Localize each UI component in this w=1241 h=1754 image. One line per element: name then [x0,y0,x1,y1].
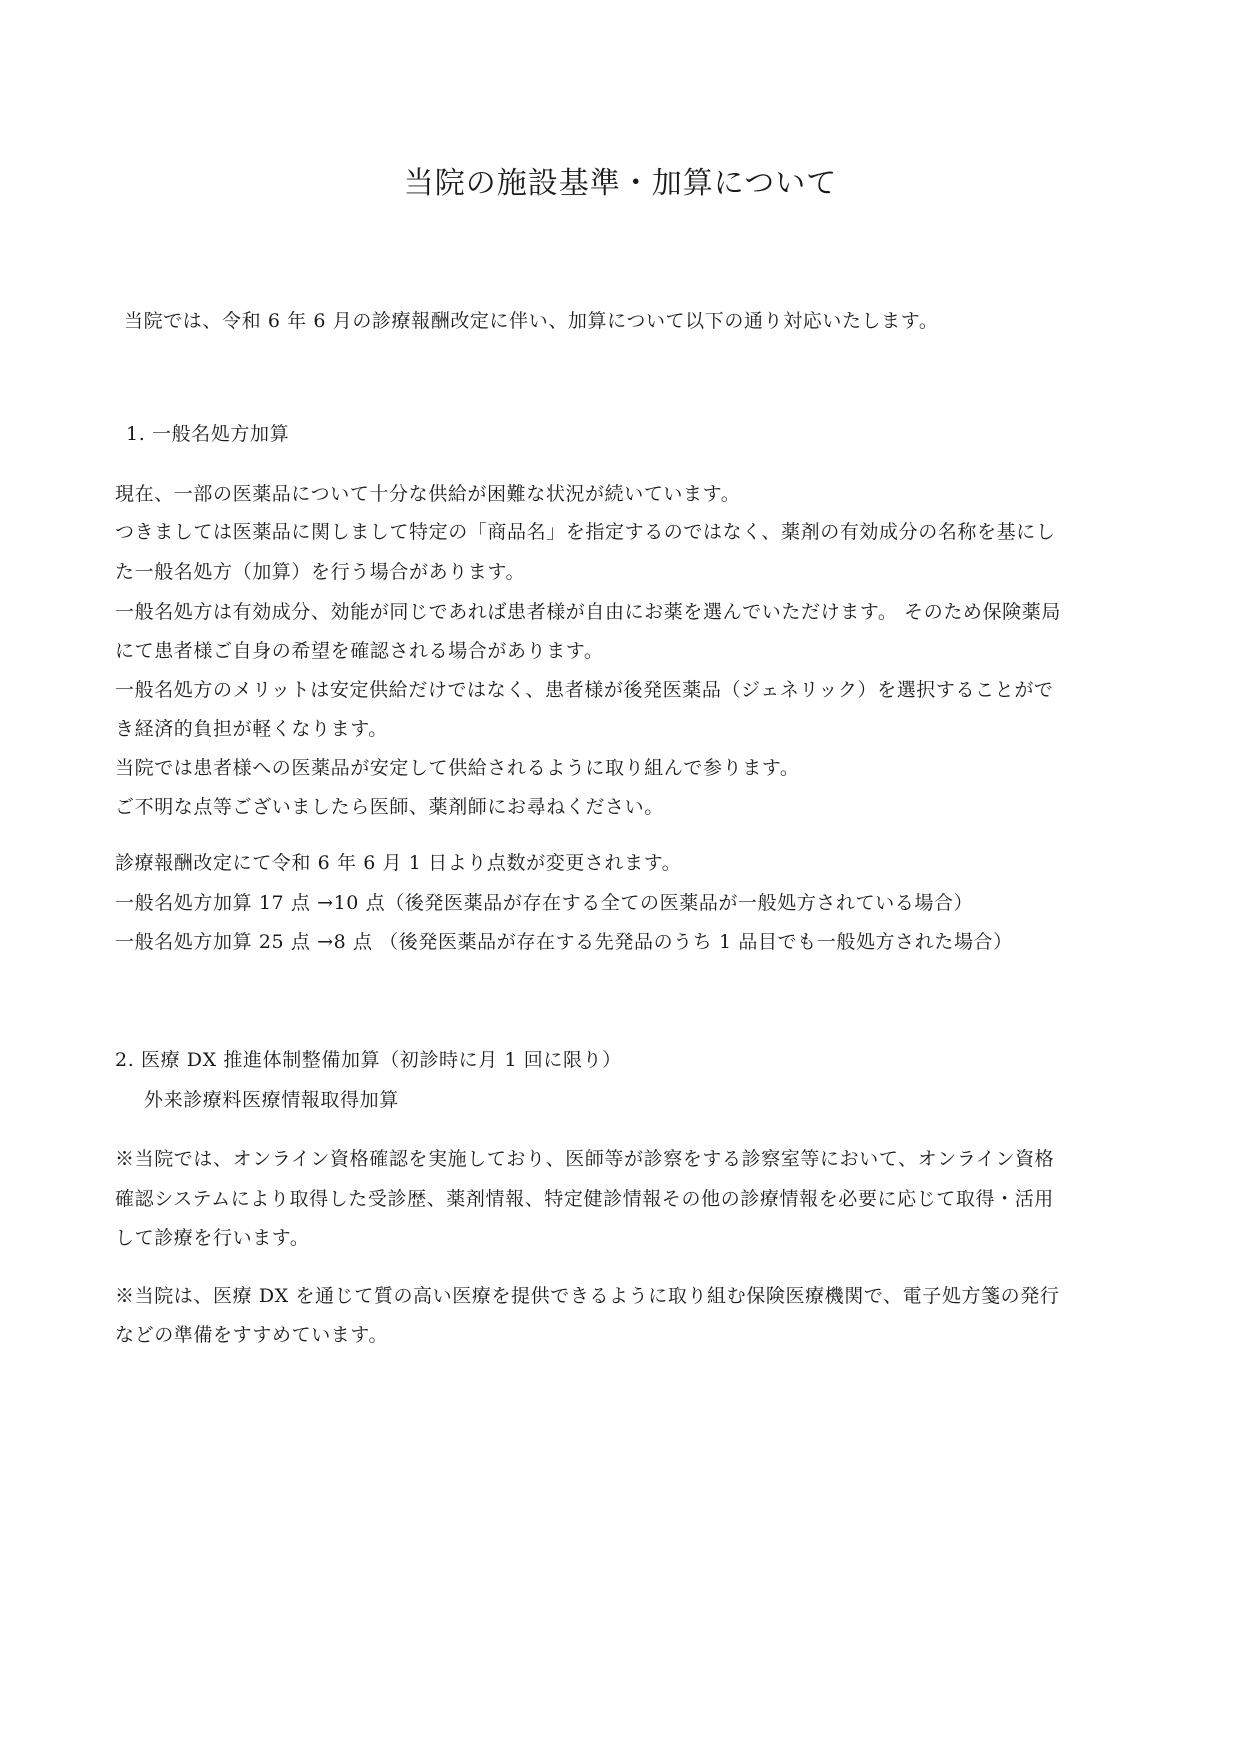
section1-line: 一般名処方のメリットは安定供給だけではなく、患者様が後発医薬品（ジェネリック）を選択することがで [115,679,1054,701]
section2-note-line: などの準備をすすめています。 [115,1324,389,1346]
section2-note-line: ※当院は、医療 DX を通じて質の高い医療を提供できるように取り組む保険医療機関で、電子処方箋の発行 [115,1285,1060,1307]
section1-line: にて患者様ご自身の希望を確認される場合があります。 [115,640,604,662]
section1-line: 当院では患者様への医薬品が安定して供給されるように取り組んで参ります。 [115,757,800,779]
section2-note-line: 確認システムにより取得した受診歴、薬剤情報、特定健診情報その他の診療情報を必要に応じて取得・活用 [115,1188,1054,1210]
points-change-line: 診療報酬改定にて令和 6 年 6 月 1 日より点数が変更されます。 [115,852,682,874]
section1-line: つきましては医薬品に関しまして特定の「商品名」を指定するのではなく、薬剤の有効成分の名称を基にし [115,521,1056,543]
points-change-line: 一般名処方加算 25 点 →8 点 （後発医薬品が存在する先発品のうち 1 品目でも一般処方された場合） [115,931,1013,953]
section1-line: 一般名処方は有効成分、効能が同じであれば患者様が自由にお薬を選んでいただけます。 そのため保険薬局 [115,601,1061,623]
section1-line: き経済的負担が軽くなります。 [115,718,388,740]
section2-subheading: 外来診療料医療情報取得加算 [144,1089,399,1111]
intro-text: 当院では、令和 6 年 6 月の診療報酬改定に伴い、加算について以下の通り対応いたします。 [124,310,939,332]
section2-note-line: ※当院では、オンライン資格確認を実施しており、医師等が診察をする診察室等において、オンライン資格 [115,1148,1055,1170]
section1-line: ご不明な点等ございましたら医師、薬剤師にお尋ねください。 [115,796,664,818]
page-title: 当院の施設基準・加算について [403,166,838,201]
section1-line: 現在、一部の医薬品について十分な供給が困難な状況が続いています。 [115,483,741,505]
section1-heading: 1. 一般名処方加算 [126,423,290,445]
points-change-line: 一般名処方加算 17 点 →10 点（後発医薬品が存在する全ての医薬品が一般処方されている場合） [115,892,974,914]
section2-heading: 2. 医療 DX 推進体制整備加算（初診時に月 1 回に限り） [115,1049,622,1071]
section2-note-line: して診療を行います。 [115,1227,310,1249]
section1-line: た一般名処方（加算）を行う場合があります。 [115,561,526,583]
